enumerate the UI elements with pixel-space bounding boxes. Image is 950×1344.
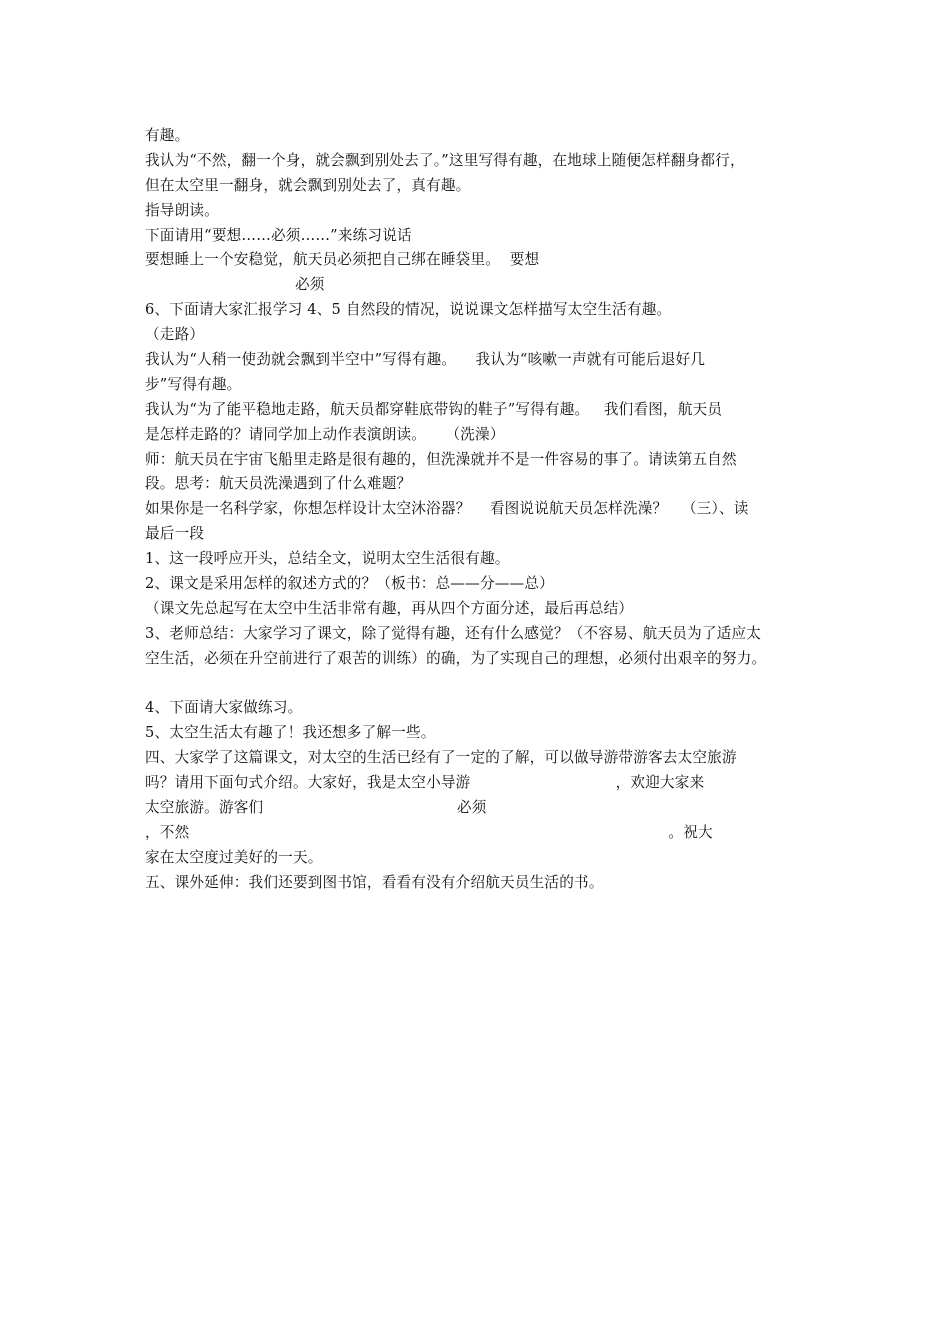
text-line: 1、这一段呼应开头，总结全文，说明太空生活很有趣。 xyxy=(145,550,510,568)
text-line: 如果你是一名科学家，你想怎样设计太空沐浴器？ 看图说说航天员怎样洗澡？ （三）、读 xyxy=(145,500,749,518)
text-line: 段。思考：航天员洗澡遇到了什么难题？ xyxy=(145,475,412,493)
text-line: 4、下面请大家做练习。 xyxy=(145,699,303,717)
text-line: （课文先总起写在太空中生活非常有趣，再从四个方面分述，最后再总结） xyxy=(145,599,634,617)
text-line: 师：航天员在宇宙飞船里走路是很有趣的，但洗澡就并不是一件容易的事了。请读第五自然 xyxy=(145,450,737,468)
text-line: 2、课文是采用怎样的叙述方式的？（板书：总——分——总） xyxy=(145,575,554,593)
text-line: 3、老师总结：大家学习了课文，除了觉得有趣，还有什么感觉？（不容易、航天员为了适应太 xyxy=(145,624,762,642)
blank-line xyxy=(145,672,820,697)
document-body xyxy=(145,124,820,896)
text-line: 下面请用“要想……必须……”来练习说话 xyxy=(145,226,412,244)
text-line: 吗？请用下面句式介绍。大家好，我是太空小导游 ，欢迎大家来 xyxy=(145,774,705,792)
text-line: （走路） xyxy=(145,326,205,344)
text-line: 是怎样走路的？请同学加上动作表演朗读。 （洗澡） xyxy=(145,425,505,443)
text-line: 太空旅游。游客们 必须 xyxy=(145,799,487,817)
text-line: 步”写得有趣。 xyxy=(145,375,242,393)
text-line: 必须 xyxy=(295,276,325,294)
text-line: 最后一段 xyxy=(145,525,205,543)
text-line: 五、课外延伸：我们还要到图书馆，看看有没有介绍航天员生活的书。 xyxy=(145,873,604,891)
text-line: 指导朗读。 xyxy=(145,201,219,219)
text-line: 我认为“人稍一使劲就会飘到半空中”写得有趣。 我认为“咳嗽一声就有可能后退好几 xyxy=(145,351,706,369)
text-line: 有趣。 xyxy=(145,127,190,144)
text-line: 空生活，必须在升空前进行了艰苦的训练）的确，为了实现自己的理想，必须付出艰辛的努力。 xyxy=(145,649,767,667)
text-line: 6、下面请大家汇报学习 4、5 自然段的情况，说说课文怎样描写太空生活有趣。 xyxy=(145,301,672,319)
text-line: 我认为“不然，翻一个身，就会飘到别处去了。”这里写得有趣，在地球上随便怎样翻身都行， xyxy=(145,151,745,169)
text-line: 我认为“为了能平稳地走路，航天员都穿鞋底带钩的鞋子”写得有趣。 我们看图，航天员 xyxy=(145,400,723,418)
text-line: 家在太空度过美好的一天。 xyxy=(145,848,323,866)
text-line: 5、太空生活太有趣了！我还想多了解一些。 xyxy=(145,724,436,742)
text-line: ，不然 。祝大 xyxy=(145,823,713,841)
text-line: 但在太空里一翻身，就会飘到别处去了，真有趣。 xyxy=(145,176,471,194)
text-line: 四、大家学了这篇课文，对太空的生活已经有了一定的了解，可以做导游带游客去太空旅游 xyxy=(145,749,737,767)
text-line: 要想睡上一个安稳觉，航天员必须把自己绑在睡袋里。 要想 xyxy=(145,251,540,269)
